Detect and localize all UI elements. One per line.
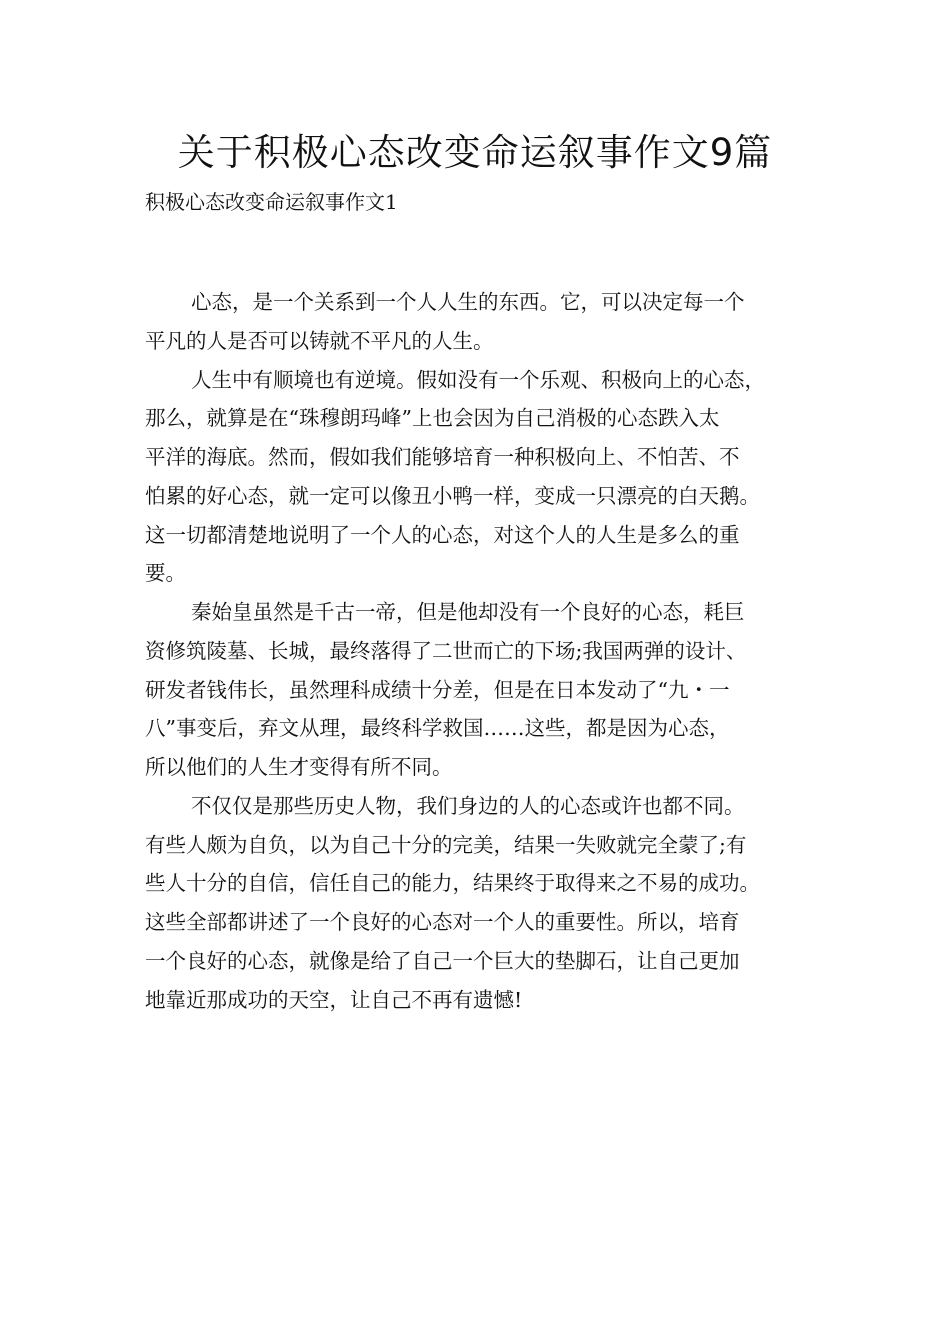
text-line: 要。: [145, 561, 186, 586]
text-line: 不仅仅是那些历史人物，我们身边的人的心态或许也都不同。: [191, 793, 745, 818]
text-line: 心态，是一个关系到一个人人生的东西。它，可以决定每一个: [191, 290, 745, 314]
text-line: 人生中有顺境也有逆境。假如没有一个乐观、积极向上的心态，: [191, 367, 765, 392]
text-line: 资修筑陵墓、长城，最终落得了二世而亡的下场;我国两弹的设计、: [145, 638, 747, 663]
text-line: 所以他们的人生才变得有所不同。: [145, 755, 453, 779]
text-line: 这一切都清楚地说明了一个人的心态，对这个人的人生是多么的重: [145, 522, 740, 547]
document-title: 关于积极心态改变命运叙事作文9篇: [177, 131, 773, 174]
section-heading: 积极心态改变命运叙事作文1: [145, 190, 398, 214]
text-line: 一个良好的心态，就像是给了自己一个巨大的垫脚石，让自己更加: [145, 948, 740, 973]
essay-body: [145, 283, 825, 1019]
text-line: 有些人颇为自负，以为自己十分的完美，结果一失败就完全蒙了;有: [145, 832, 747, 857]
text-line: 地靠近那成功的天空，让自己不再有遗憾!: [145, 987, 523, 1012]
text-line: 平凡的人是否可以铸就不平凡的人生。: [145, 328, 494, 353]
text-line: 研发者钱伟长，虽然理科成绩十分差，但是在日本发动了“九・一: [145, 677, 730, 702]
text-line: 怕累的好心态，就一定可以像丑小鸭一样，变成一只漂亮的白天鹅。: [145, 483, 760, 508]
text-line: 八”事变后，弃文从理，最终科学救国……这些，都是因为心态，: [145, 716, 730, 741]
text-line: 平洋的海底。然而，假如我们能够培育一种积极向上、不怕苦、不: [145, 445, 740, 469]
text-line: 些人十分的自信，信任自己的能力，结果终于取得来之不易的成功。: [145, 871, 760, 896]
text-line: 秦始皇虽然是千古一帝，但是他却没有一个良好的心态，耗巨: [191, 600, 745, 624]
text-line: 这些全部都讲述了一个良好的心态对一个人的重要性。所以，培育: [145, 910, 740, 934]
text-line: 那么，就算是在“珠穆朗玛峰”上也会因为自己消极的心态跌入太: [145, 406, 720, 431]
